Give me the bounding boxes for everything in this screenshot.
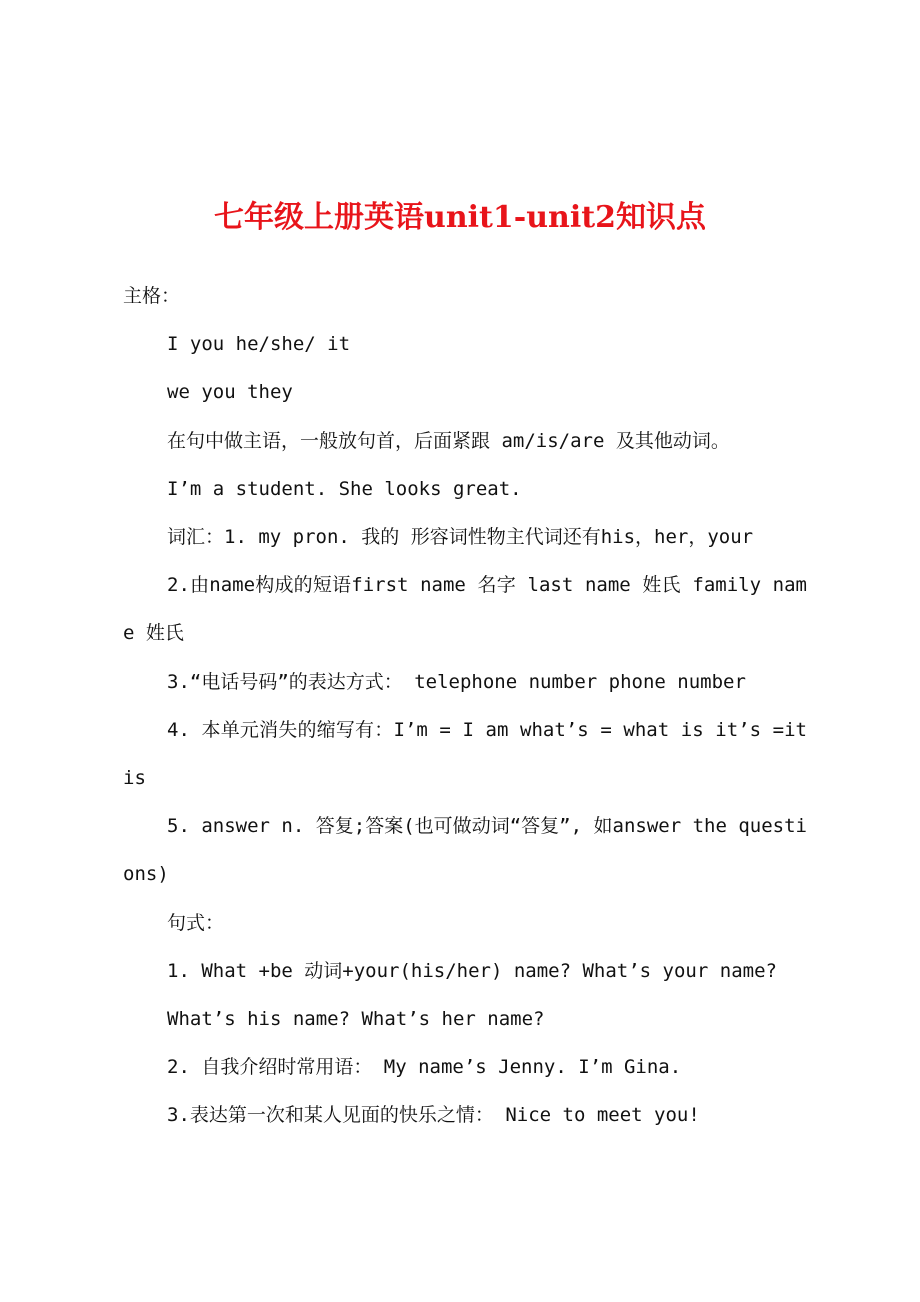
paragraph-vocabulary-3: 3.“电话号码”的表达方式： telephone number phone number [167, 670, 746, 693]
paragraph-vocabulary-1: 词汇：1. my pron. 我的 形容词性物主代词还有his，her，your [167, 526, 754, 549]
paragraph-pattern-3: 3.表达第一次和某人见面的快乐之情： Nice to meet you! [167, 1104, 700, 1127]
paragraph-vocabulary-2: 2.由name构成的短语first name 名字 last name 姓氏 family name 姓氏 [123, 574, 807, 645]
paragraph-subject-usage: 在句中做主语，一般放句首，后面紧跟 am/is/are 及其他动词。 [167, 429, 730, 452]
paragraph-subject-pronouns-singular: I you he/she/ it [167, 333, 351, 356]
paragraph-vocabulary-5: 5. answer n. 答复;答案(也可做动词“答复”, 如answer the questions) [123, 815, 807, 886]
paragraph-pattern-1-examples: What’s his name? What’s her name? [167, 1008, 545, 1031]
paragraph-pattern-1: 1. What +be 动词+your(his/her) name? What’s your name? [167, 959, 777, 982]
paragraph-vocabulary-4: 4. 本单元消失的缩写有：I’m = I am what’s = what is it’s =it is [123, 718, 807, 790]
paragraph-subject-case-heading: 主格： [123, 285, 181, 307]
paragraph-subject-pronouns-plural: we you they [167, 381, 293, 404]
paragraph-example-sentences: I’m a student. She looks great. [167, 477, 522, 500]
document-title: 七年级上册英语unit1-unit2知识点 [214, 200, 706, 235]
document-body [123, 272, 807, 1140]
paragraph-pattern-2: 2. 自我介绍时常用语： My name’s Jenny. I’m Gina. [167, 1056, 682, 1079]
paragraph-sentence-patterns-heading: 句式： [167, 911, 225, 934]
